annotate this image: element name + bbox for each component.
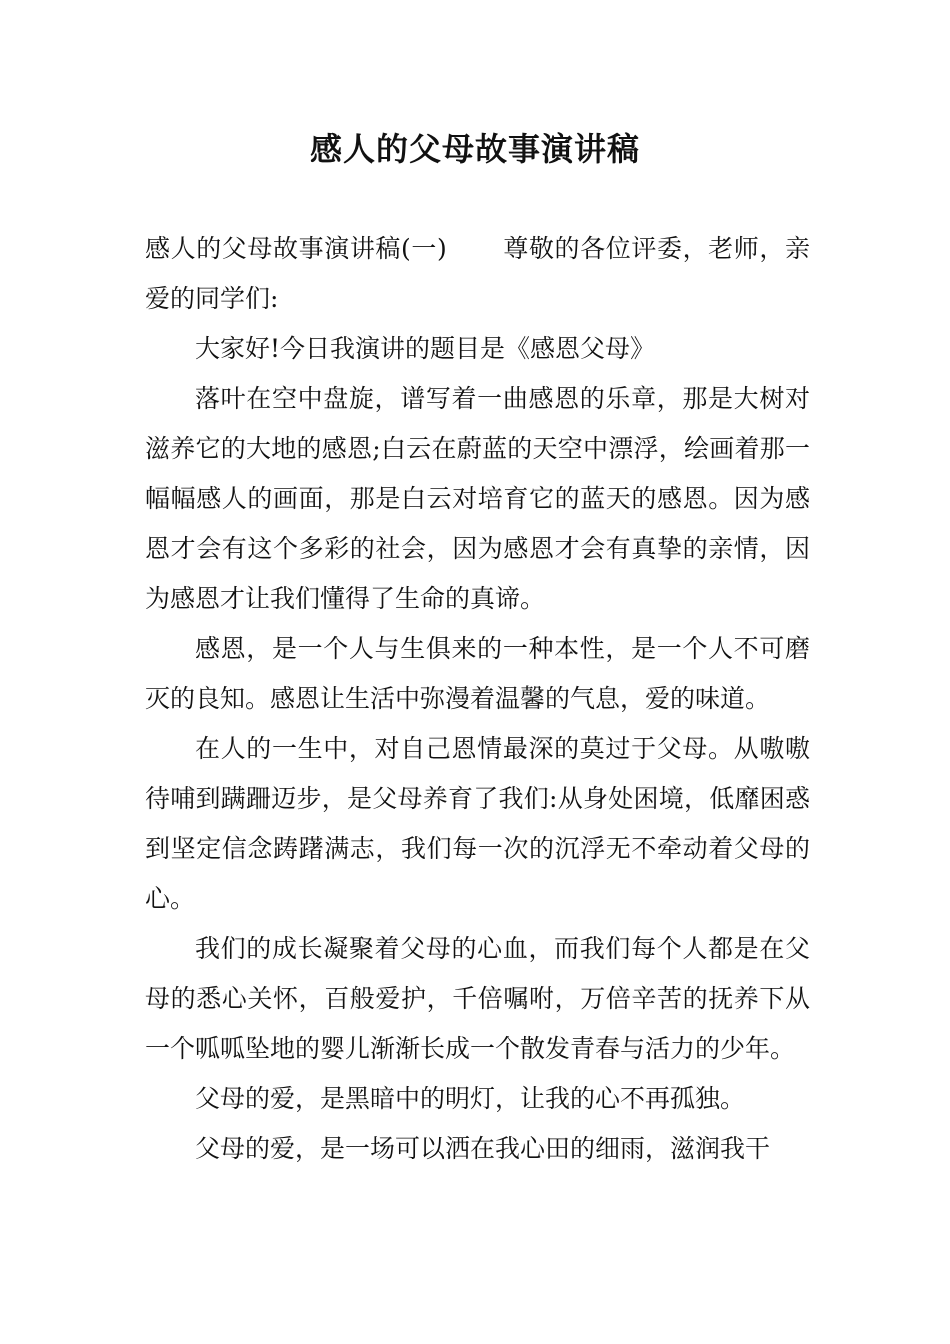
- document-title: 感人的父母故事演讲稿: [309, 130, 640, 168]
- part-label: 感人的父母故事演讲稿(一): [145, 234, 447, 263]
- paragraph-4: 在人的一生中，对自己恩情最深的莫过于父母。从嗷嗷待哺到蹒跚迈步，是父母养育了我们:从身处困境，低靡困惑到坚定信念踌躇满志，我们每一次的沉浮无不牵动着父母的心。: [145, 734, 810, 913]
- greeting-text: 尊敬的各位评委，老师，亲爱的同学们:: [145, 234, 810, 313]
- paragraph-2: 落叶在空中盘旋，谱写着一曲感恩的乐章，那是大树对滋养它的大地的感恩;白云在蔚蓝的天空中漂浮，绘画着那一幅幅感人的画面，那是白云对培育它的蓝天的感恩。因为感恩才会有这个多彩的社会，因为感恩才会有真挚的亲情，因为感恩才让我们懂得了生命的真谛。: [145, 384, 810, 613]
- paragraph-1: 大家好!今日我演讲的题目是《感恩父母》: [195, 334, 656, 363]
- paragraph-5: 我们的成长凝聚着父母的心血，而我们每个人都是在父母的悉心关怀，百般爱护，千倍嘱咐，万倍辛苦的抚养下从一个呱呱坠地的婴儿渐渐长成一个散发青春与活力的少年。: [145, 934, 810, 1063]
- document-body: [145, 224, 810, 1174]
- opening-paragraph: [145, 224, 810, 324]
- paragraph-3: 感恩，是一个人与生俱来的一种本性，是一个人不可磨灭的良知。感恩让生活中弥漫着温馨的气息，爱的味道。: [145, 634, 810, 713]
- paragraph-7: 父母的爱，是一场可以洒在我心田的细雨，滋润我干: [195, 1134, 771, 1163]
- paragraph-6: 父母的爱，是黑暗中的明灯，让我的心不再孤独。: [195, 1084, 746, 1113]
